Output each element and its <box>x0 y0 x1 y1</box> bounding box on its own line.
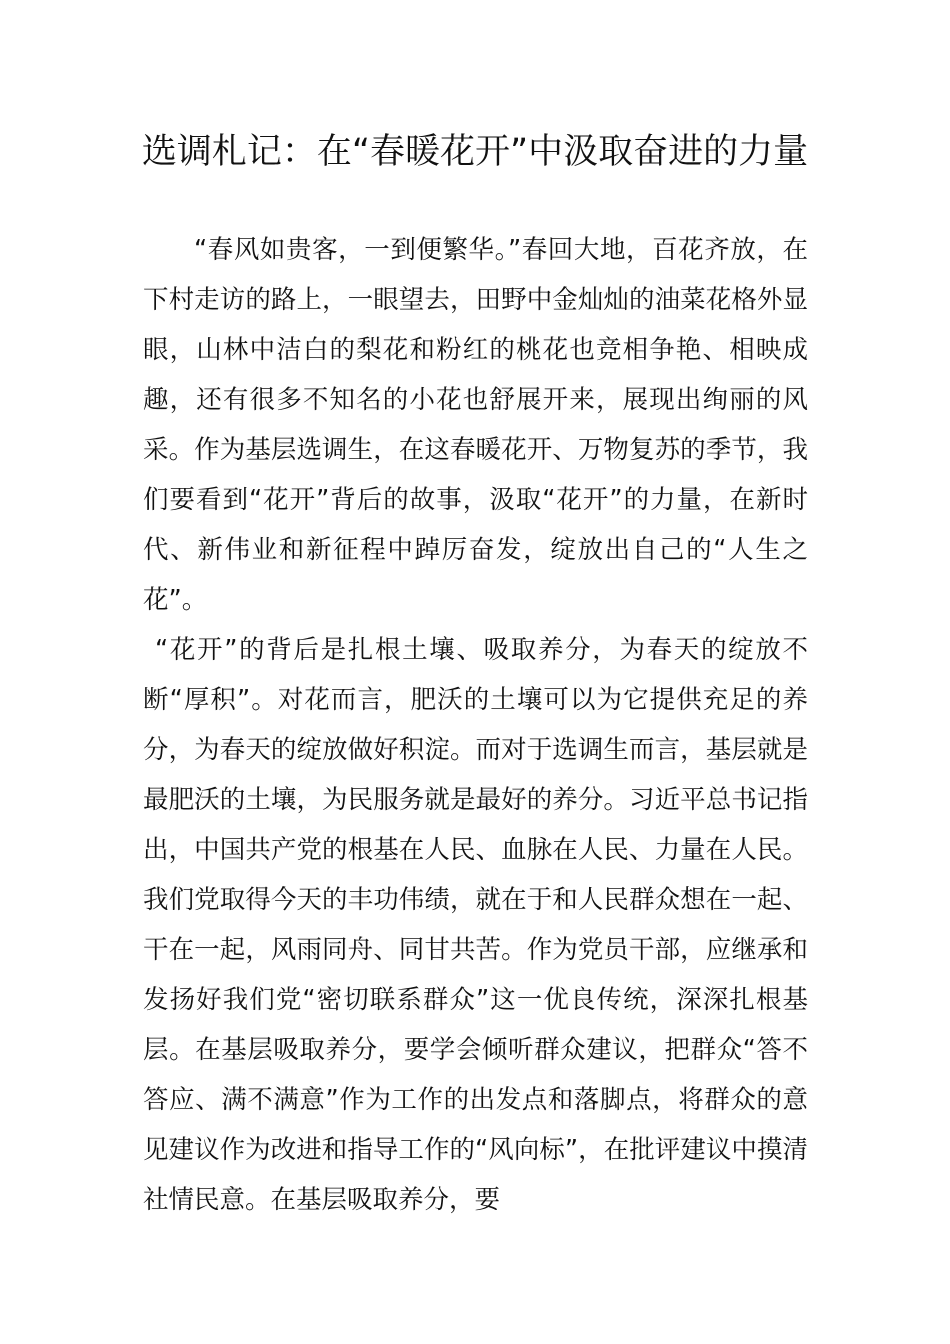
document-title: 选调札记：在“春暖花开”中汲取奋进的力量 <box>141 132 809 172</box>
paragraph-2: “花开”的背后是扎根土壤、吸取养分，为春天的绽放不断“厚积”。对花而言，肥沃的土壤可以为它提供充足的养分，为春天的绽放做好积淀。而对于选调生而言，基层就是最肥沃的土壤，为民服务就是最好的养分。习近平总书记指出，中国共产党的根基在人民、血脉在人民、力量在人民。我们党取得今天的丰功伟绩，就在于和人民群众想在一起、干在一起，风雨同舟、同甘共苦。作为党员干部，应继承和发扬好我们党“密切联系群众”这一优良传统，深深扎根基层。在基层吸取养分，要学会倾听群众建议，把群众“答不答应、满不满意”作为工作的出发点和落脚点，将群众的意见建议作为改进和指导工作的“风向标”，在批评建议中摸清社情民意。在基层吸取养分，要 <box>143 635 808 1215</box>
paragraph-1: “春风如贵客，一到便繁华。”春回大地，百花齐放，在下村走访的路上，一眼望去，田野中金灿灿的油菜花格外显眼，山林中洁白的梨花和粉红的桃花也竞相争艳、相映成趣，还有很多不知名的小花也舒展开来，展现出绚丽的风采。作为基层选调生，在这春暖花开、万物复苏的季节，我们要看到“花开”背后的故事，汲取“花开”的力量，在新时代、新伟业和新征程中踔厉奋发，绽放出自己的“人生之花”。 <box>143 235 808 615</box>
document-body <box>143 225 808 1225</box>
